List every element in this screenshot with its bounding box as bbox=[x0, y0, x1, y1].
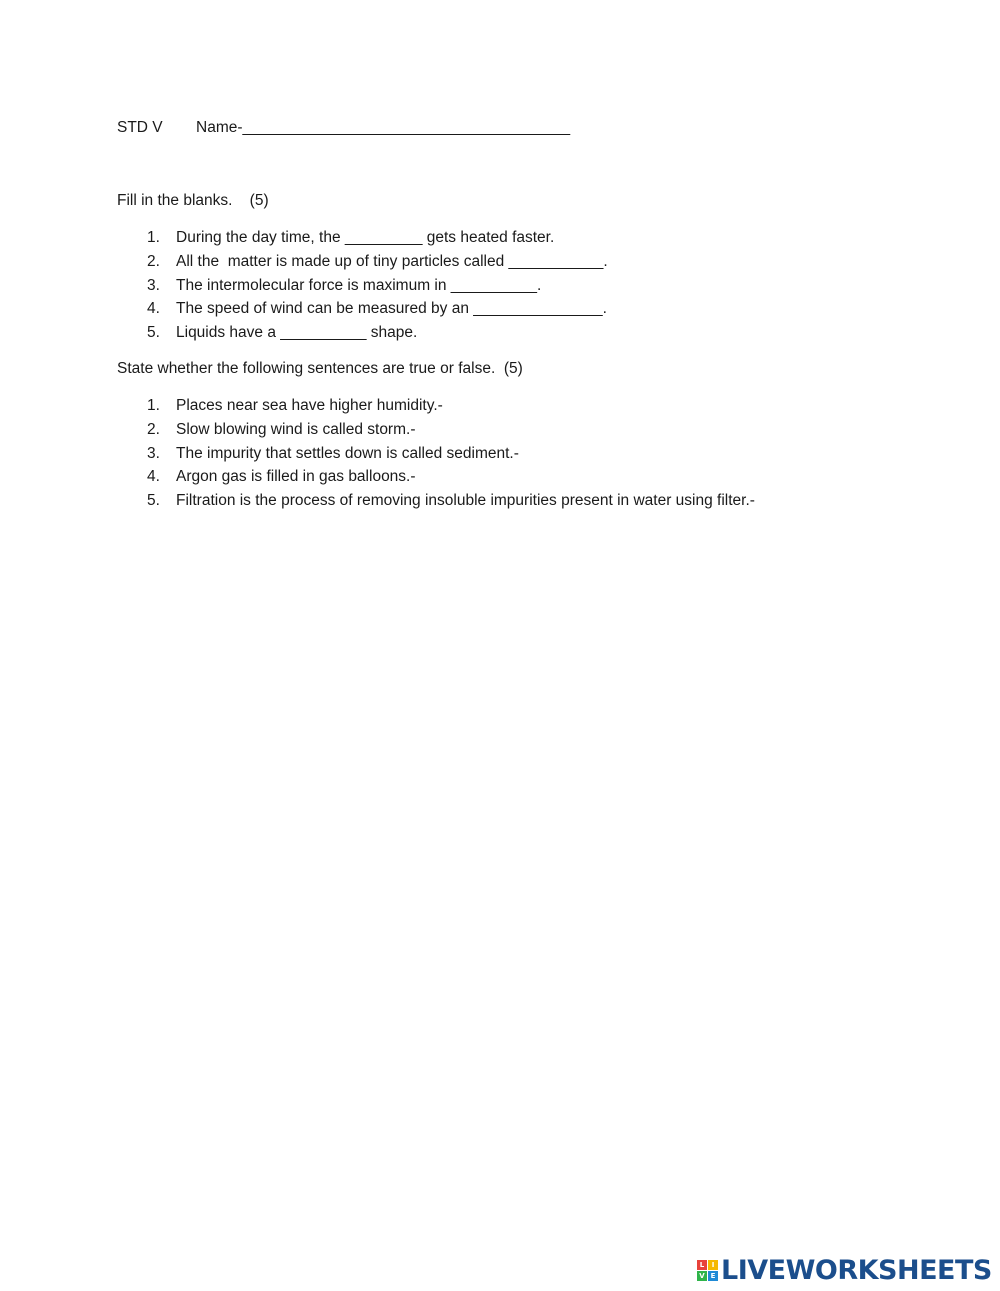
logo-mark-l: L bbox=[697, 1260, 707, 1270]
fill-in-blanks-heading: Fill in the blanks. (5) bbox=[117, 192, 269, 209]
list-item: 2. All the matter is made up of tiny particles called ___________. bbox=[147, 252, 608, 270]
worksheet-header bbox=[117, 119, 570, 137]
question-text: Places near sea have higher humidity.- bbox=[176, 397, 443, 414]
question-text: The intermolecular force is maximum in __________. bbox=[176, 276, 542, 294]
logo-text: LIVEWORKSHEETS bbox=[721, 1254, 992, 1286]
question-text: All the matter is made up of tiny particles called ___________. bbox=[176, 252, 608, 270]
list-item: 5. Filtration is the process of removing insoluble impurities present in water using filter.- bbox=[147, 492, 755, 510]
list-item: 1. Places near sea have higher humidity.- bbox=[147, 397, 443, 414]
question-text: Liquids have a __________ shape. bbox=[176, 324, 418, 342]
logo-mark-v: V bbox=[697, 1271, 707, 1281]
list-item: 4. Argon gas is filled in gas balloons.- bbox=[147, 468, 416, 486]
list-item: 2. Slow blowing wind is called storm.- bbox=[147, 420, 416, 438]
list-item: 3. The intermolecular force is maximum in __________. bbox=[147, 276, 542, 294]
list-item: 5. Liquids have a __________ shape. bbox=[147, 324, 418, 342]
question-text: Argon gas is filled in gas balloons.- bbox=[176, 468, 416, 486]
list-item: 3. The impurity that settles down is called sediment.- bbox=[147, 444, 519, 462]
true-false-heading: State whether the following sentences are true or false. (5) bbox=[117, 360, 523, 377]
list-item: 1. During the day time, the _________ gets heated faster. bbox=[147, 229, 555, 246]
true-false-list bbox=[147, 394, 755, 513]
logo-mark-icon bbox=[697, 1260, 718, 1281]
list-item: 4. The speed of wind can be measured by an _______________. bbox=[147, 300, 607, 318]
logo-mark-i: I bbox=[708, 1260, 718, 1270]
question-text: Filtration is the process of removing insoluble impurities present in water using filter.- bbox=[176, 492, 755, 510]
class-label: STD V bbox=[117, 119, 163, 136]
question-text: The speed of wind can be measured by an _______________. bbox=[176, 300, 607, 318]
fill-in-blanks-list bbox=[147, 226, 608, 345]
logo-mark-e: E bbox=[708, 1271, 718, 1281]
question-text: The impurity that settles down is called sediment.- bbox=[176, 444, 519, 462]
question-text: Slow blowing wind is called storm.- bbox=[176, 420, 416, 438]
question-text: During the day time, the _________ gets heated faster. bbox=[176, 229, 555, 246]
name-field[interactable]: Name-______________________________________ bbox=[196, 119, 571, 136]
liveworksheets-logo bbox=[697, 1255, 992, 1285]
